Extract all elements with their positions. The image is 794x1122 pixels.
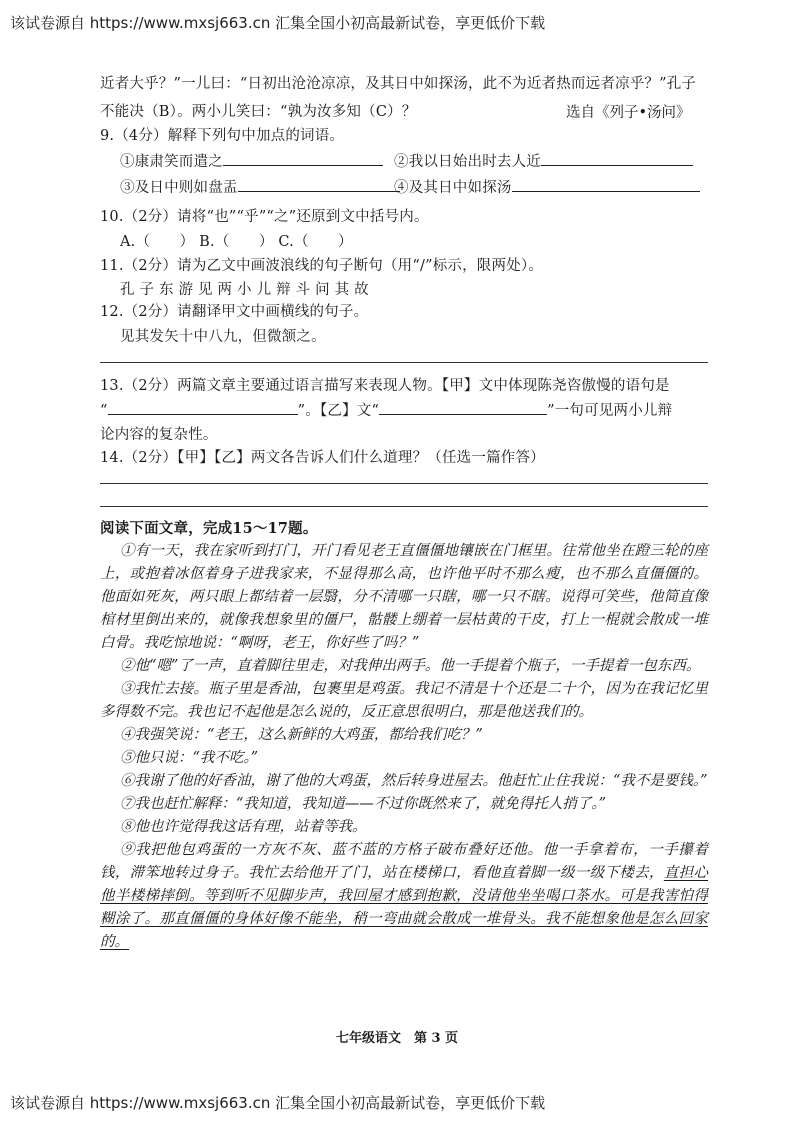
- q11-sentence: 孔 子 东 游 见 两 小 儿 辩 斗 问 其 故: [120, 282, 369, 298]
- passage-line-1: 近者大乎？”一儿曰：“日初出沧沧凉凉，及其日中如探汤，此不为近者热而远者凉乎？”孔子: [100, 76, 697, 92]
- q9-item-2-text: ②我以日始出时去人近: [394, 154, 541, 170]
- q10-option-c: C.（ ）: [278, 234, 353, 250]
- q13-answer-blank-2[interactable]: [379, 400, 547, 415]
- q13-answer-blank-1[interactable]: [108, 400, 298, 415]
- q12-sentence: 见其发矢十中八九，但微颔之。: [120, 329, 326, 345]
- q9-item-3: [120, 176, 400, 197]
- reading-paragraph-3: ③我忙去接。瓶子里是香油，包裹里是鸡蛋。我记不清是十个还是二十个，因为在我记忆里多得数不完。我也记不起他是怎么说的，反正意思很明白，那是他送我们的。: [100, 681, 708, 720]
- q13-tail-text: ”一句可见两小儿辩: [547, 403, 673, 419]
- reading-paragraph-1: ①有一天，我在家听到打门，开门看见老王直僵僵地镶嵌在门框里。往常他坐在蹬三轮的座上，或抱着冰伛着身子进我家来，不显得那么高，也许他平时不那么瘦，也不那么直僵僵的。他面如死灰，两只眼上都结着一层翳，分不清哪一只瞎，哪一只不瞎。说得可笑些，他简直像棺材里倒出来的，就像我想象里的僵尸，骷髅上绷着一层枯黄的干皮，打上一棍就会散成一堆白骨。我吃惊地说：“啊呀，老王，你好些了吗？”: [100, 543, 708, 651]
- reading-paragraph-9: [100, 839, 708, 954]
- q9-answer-blank-3[interactable]: [238, 177, 400, 192]
- reading-paragraph-6: ⑥我谢了他的好香油，谢了他的大鸡蛋，然后转身进屋去。他赶忙止住我说：“我不是要钱。”: [120, 773, 708, 789]
- q13-open-quote: “: [100, 403, 108, 419]
- q9-item-4-text: ④及其日中如探汤: [394, 180, 512, 196]
- reading-paragraph-4: ④我强笑说：“老王，这么新鲜的大鸡蛋，都给我们吃？”: [120, 727, 483, 743]
- source-banner-top: 该试卷源自 https://www.mxsj663.cn 汇集全国小初高最新试卷，享更低价下载: [10, 14, 546, 32]
- q9-item-3-text: ③及日中则如盘盂: [120, 180, 238, 196]
- q13-middle-text: ”。【乙】文“: [297, 403, 380, 419]
- q9-item-2: [394, 150, 693, 171]
- reading-passage: [100, 540, 708, 954]
- q14-answer-line-2[interactable]: [100, 506, 708, 507]
- reading-paragraph-8: ⑧他也许觉得我这话有理，站着等我。: [120, 819, 367, 835]
- q10-option-b: B.（ ）: [199, 234, 274, 250]
- q9-answer-blank-2[interactable]: [541, 151, 693, 166]
- reading-paragraph-9-underlined: 直担心他半楼梯摔倒。等到听不见脚步声，我回屋才感到抱歉，没请他坐坐喝口茶水。可是我害怕得糊涂了。那直僵僵的身体好像不能坐，稍一弯曲就会散成一堆骨头。我不能想象他是怎么回家的。: [100, 865, 709, 950]
- source-banner-bottom: 该试卷源自 https://www.mxsj663.cn 汇集全国小初高最新试卷，享更低价下载: [10, 1094, 546, 1112]
- question-13-line-3: 论内容的复杂性。: [100, 427, 218, 443]
- q9-item-4: [394, 176, 700, 197]
- question-12-stem: 12.（2分）请翻译甲文中画横线的句子。: [100, 304, 369, 320]
- page-footer: 七年级语文 第 3 页: [335, 1031, 459, 1046]
- reading-paragraph-5: ⑤他只说：“我不吃。”: [120, 750, 259, 766]
- reading-paragraph-7: ⑦我也赶忙解释：“我知道，我知道——不过你既然来了，就免得托人捎了。”: [120, 796, 607, 812]
- question-13-line-1: 13.（2分）两篇文章主要通过语言描写来表现人物。【甲】文中体现陈尧咨傲慢的语句是: [100, 378, 670, 394]
- q9-answer-blank-4[interactable]: [512, 177, 700, 192]
- q12-answer-line[interactable]: [100, 362, 708, 363]
- passage-source: 选自《列子•汤问》: [566, 105, 691, 121]
- q14-answer-line-1[interactable]: [100, 483, 708, 484]
- q10-option-a: A.（ ）: [120, 234, 195, 250]
- passage-line-2: 不能决（B）。两小儿笑曰：“孰为汝多知（C）？: [100, 104, 417, 120]
- q10-options: [120, 230, 353, 251]
- reading-paragraph-9-start: ⑨我把他包鸡蛋的一方灰不灰、蓝不蓝的方格子破布叠好还他。他一手拿着布，一手攥着钱，滞笨地转过身子。我忙去给他开了门，站在楼梯口，看他直着脚一级一级下楼去，: [100, 842, 708, 881]
- reading-paragraph-2: ②他“嗯”了一声，直着脚往里走，对我伸出两手。他一手提着个瓶子，一手提着一包东西。: [120, 658, 701, 674]
- q9-answer-blank-1[interactable]: [223, 151, 383, 166]
- reading-title: 阅读下面文章，完成15～17题。: [100, 520, 318, 537]
- q9-item-1-text: ①康肃笑而遣之: [120, 154, 223, 170]
- question-14-stem: 14.（2分）【甲】【乙】两文各告诉人们什么道理？（任选一篇作答）: [100, 450, 545, 466]
- question-11-stem: 11.（2分）请为乙文中画波浪线的句子断句（用“/”标示，限两处）。: [100, 258, 544, 274]
- question-9-stem: 9.（4分）解释下列句中加点的词语。: [100, 128, 345, 144]
- question-10-stem: 10.（2分）请将“也”“乎”“之”还原到文中括号内。: [100, 209, 429, 225]
- q9-item-1: [120, 150, 383, 171]
- question-13-line-2: [100, 399, 672, 420]
